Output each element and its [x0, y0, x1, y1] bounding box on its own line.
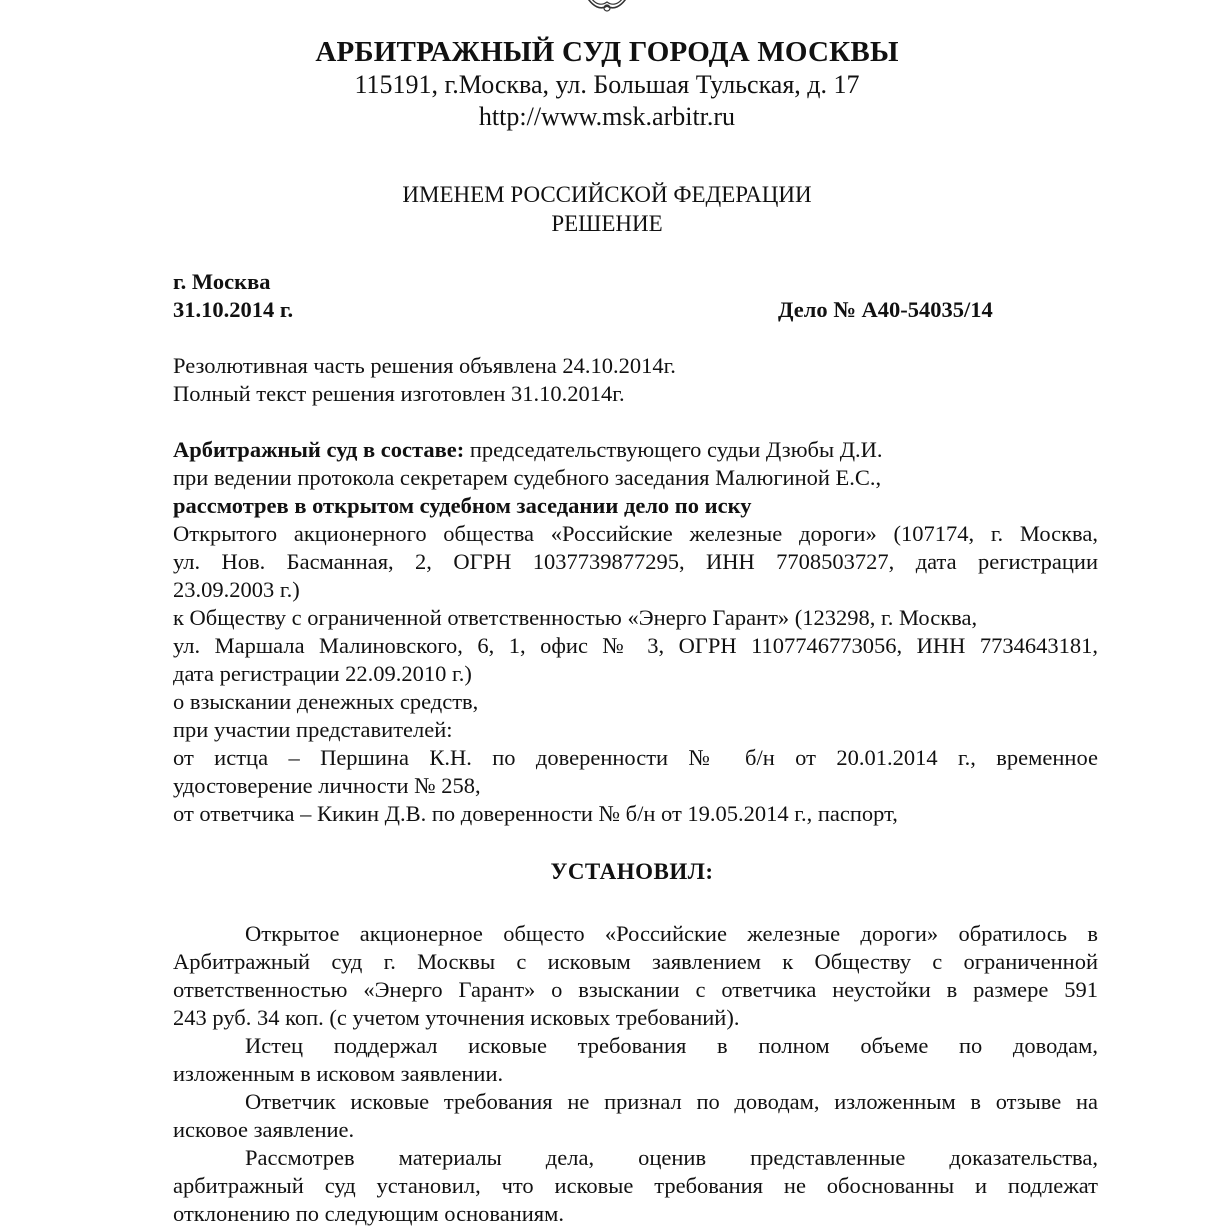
secretary-line: при ведении протокола секретарем судебного заседания Малюгиной Е.С.,	[173, 465, 882, 490]
composition-label: Арбитражный суд в составе:	[173, 437, 465, 462]
body-p1-line-4: 243 руб. 34 коп. (с учетом уточнения исковых требований).	[173, 1005, 740, 1030]
plaintiff-line-3: 23.09.2003 г.)	[173, 577, 300, 602]
coat-of-arms-emblem	[579, 0, 635, 14]
claim-subject: о взыскании денежных средств,	[173, 689, 479, 714]
body-p1-line-1: Открытое акционерное общесто «Российские железные дороги» обратилось в	[245, 921, 1098, 946]
full-text-prepared: Полный текст решения изготовлен 31.10.2014г.	[173, 381, 625, 406]
body-p3-line-2: исковое заявление.	[173, 1117, 355, 1142]
body-p3-line-1: Ответчик исковые требования не признал по доводам, изложенным в отзыве на	[245, 1089, 1098, 1114]
plaintiff-representative-1: от истца – Першина К.Н. по доверенности № б/н от 20.01.2014 г., временное	[173, 745, 1098, 770]
body-p1-line-2: Арбитражный суд г. Москвы с исковым заявлением к Обществу с ограниченной	[173, 949, 1098, 974]
decision-date: 31.10.2014 г.	[173, 297, 294, 322]
established-heading: УСТАНОВИЛ:	[550, 859, 714, 884]
case-number: Дело № А40-54035/14	[778, 297, 993, 322]
presiding-judge: председательствующего судьи Дзюбы Д.И.	[464, 437, 883, 462]
body-p1-line-3: ответственностью «Энерго Гарант» о взыскании с ответчика неустойки в размере 591	[173, 977, 1098, 1002]
defendant-line-2: ул. Маршала Малиновского, 6, 1, офис № 3, ОГРН 1107746773056, ИНН 7734643181,	[173, 633, 1098, 658]
plaintiff-representative-2: удостоверение личности № 258,	[173, 773, 481, 798]
body-p2-line-2: изложенным в исковом заявлении.	[173, 1061, 504, 1086]
decision-heading: РЕШЕНИЕ	[551, 211, 663, 236]
court-website[interactable]: http://www.msk.arbitr.ru	[478, 102, 736, 131]
body-p4-line-1: Рассмотрев материалы дела, оценив представленные доказательства,	[245, 1145, 1098, 1170]
court-address: 115191, г.Москва, ул. Большая Тульская, д. 17	[354, 70, 860, 99]
defendant-representative: от ответчика – Кикин Д.В. по доверенности № б/н от 19.05.2014 г., паспорт,	[173, 801, 898, 826]
in-the-name-heading: ИМЕНЕМ РОССИЙСКОЙ ФЕДЕРАЦИИ	[402, 182, 812, 207]
court-name: АРБИТРАЖНЫЙ СУД ГОРОДА МОСКВЫ	[315, 36, 899, 68]
court-composition	[173, 436, 1098, 464]
defendant-line-3: дата регистрации 22.09.2010 г.)	[173, 661, 472, 686]
considering-line: рассмотрев в открытом судебном заседании дело по иску	[173, 493, 752, 518]
city: г. Москва	[173, 269, 271, 294]
body-p4-line-3: отклонению по следующим основаниям.	[173, 1201, 564, 1226]
body-p4-line-2: арбитражный суд установил, что исковые требования не обоснованны и подлежат	[173, 1173, 1098, 1198]
resolution-announced: Резолютивная часть решения объявлена 24.10.2014г.	[173, 353, 676, 378]
plaintiff-line-1: Открытого акционерного общества «Российские железные дороги» (107174, г. Москва,	[173, 521, 1098, 546]
participation-line: при участии представителей:	[173, 717, 453, 742]
defendant-line-1: к Обществу с ограниченной ответственностью «Энерго Гарант» (123298, г. Москва,	[173, 605, 978, 630]
plaintiff-line-2: ул. Нов. Басманная, 2, ОГРН 1037739877295, ИНН 7708503727, дата регистрации	[173, 549, 1098, 574]
body-p2-line-1: Истец поддержал исковые требования в полном объеме по доводам,	[245, 1033, 1098, 1058]
